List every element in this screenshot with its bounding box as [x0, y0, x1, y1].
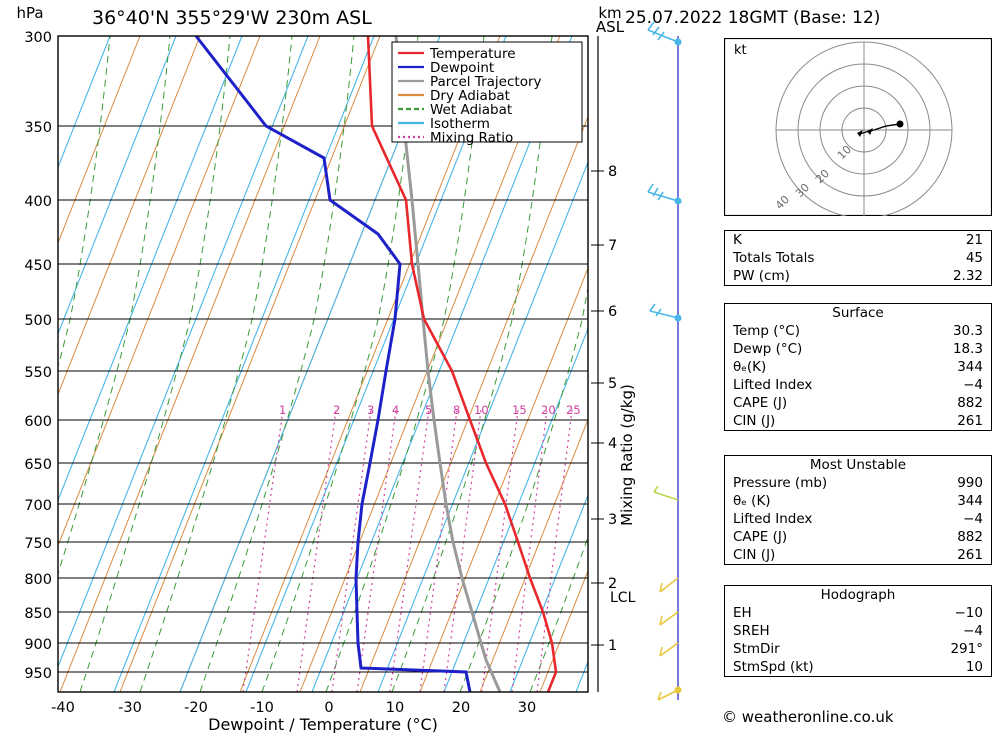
- mu-row: θₑ (K) 344: [733, 493, 983, 509]
- hodograph-panel: [724, 38, 992, 216]
- svg-text:30: 30: [517, 700, 537, 716]
- svg-text:4: 4: [608, 436, 618, 452]
- svg-text:700: 700: [24, 498, 52, 514]
- surface-table: [724, 303, 992, 431]
- svg-text:1: 1: [279, 403, 287, 417]
- x-axis-label: Dewpoint / Temperature (°C): [208, 715, 438, 733]
- svg-text:800: 800: [24, 572, 52, 588]
- svg-text:20: 20: [541, 403, 556, 417]
- svg-text:300: 300: [24, 30, 52, 46]
- svg-text:0: 0: [324, 700, 334, 716]
- mixing-ratio-axis-label: Mixing Ratio (g/kg): [618, 384, 636, 526]
- svg-text:750: 750: [24, 536, 52, 552]
- svg-text:6: 6: [608, 304, 618, 320]
- svg-text:20: 20: [812, 167, 833, 187]
- svg-text:850: 850: [24, 606, 52, 622]
- svg-text:550: 550: [24, 365, 52, 381]
- svg-text:4: 4: [392, 403, 400, 417]
- svg-text:Temperature: Temperature: [430, 46, 516, 62]
- svg-text:650: 650: [24, 457, 52, 473]
- svg-text:-20: -20: [184, 700, 208, 716]
- hpa-axis-label: hPa: [16, 4, 44, 22]
- mixing-ratio-labels: [279, 403, 581, 417]
- most-unstable-title: Most Unstable: [809, 457, 907, 473]
- svg-text:2: 2: [333, 403, 341, 417]
- svg-text:400: 400: [24, 194, 52, 210]
- legend: [392, 42, 582, 146]
- surface-row: CIN (J) 261: [733, 413, 983, 429]
- index-row: K 21: [733, 232, 983, 248]
- mu-row: CIN (J) 261: [733, 547, 983, 563]
- svg-text:600: 600: [24, 414, 52, 430]
- svg-text:Parcel Trajectory: Parcel Trajectory: [430, 74, 542, 90]
- svg-text:40: 40: [772, 193, 793, 213]
- surface-title: Surface: [832, 305, 884, 321]
- svg-text:5: 5: [425, 403, 433, 417]
- svg-text:-30: -30: [118, 700, 142, 716]
- mu-row: Pressure (mb) 990: [733, 475, 983, 491]
- svg-text:950: 950: [24, 666, 52, 682]
- svg-text:10: 10: [834, 143, 855, 163]
- svg-text:7: 7: [608, 238, 618, 254]
- surface-row: Temp (°C) 30.3: [733, 323, 983, 339]
- svg-text:Mixing Ratio: Mixing Ratio: [430, 130, 514, 146]
- wind-barb-column: [648, 22, 682, 700]
- hodograph-values-table: [724, 585, 992, 677]
- svg-text:450: 450: [24, 258, 52, 274]
- copyright-credit: © weatheronline.co.uk: [722, 708, 894, 726]
- svg-text:-10: -10: [250, 700, 274, 716]
- hodo-row: EH −10: [733, 605, 983, 621]
- hodograph-unit-label: kt: [734, 43, 747, 58]
- svg-text:5: 5: [608, 376, 618, 392]
- svg-text:Wet Adiabat: Wet Adiabat: [430, 102, 513, 118]
- index-row: Totals Totals 45: [733, 250, 983, 266]
- svg-text:900: 900: [24, 637, 52, 653]
- svg-text:10: 10: [385, 700, 405, 716]
- pressure-axis-ticks: [24, 30, 52, 682]
- index-row: PW (cm) 2.32: [733, 268, 983, 284]
- temperature-axis-ticks: [51, 700, 536, 716]
- svg-text:8: 8: [453, 403, 461, 417]
- hodograph-title: Hodograph: [820, 587, 896, 603]
- svg-text:Isotherm: Isotherm: [430, 116, 490, 132]
- svg-text:20: 20: [451, 700, 471, 716]
- mu-row: Lifted Index −4: [733, 511, 983, 527]
- svg-text:3: 3: [367, 403, 375, 417]
- surface-row: θₑ(K) 344: [733, 359, 983, 375]
- svg-text:350: 350: [24, 120, 52, 136]
- km-axis-label: km: [598, 4, 622, 22]
- svg-text:Dewpoint: Dewpoint: [430, 60, 495, 76]
- lcl-label: LCL: [610, 590, 636, 606]
- svg-text:3: 3: [608, 512, 618, 528]
- hodo-row: SREH −4: [733, 623, 983, 639]
- indices-top-table: [724, 230, 992, 286]
- mu-row: CAPE (J) 882: [733, 529, 983, 545]
- station-title: 36°40'N 355°29'W 230m ASL: [92, 7, 372, 29]
- svg-text:25: 25: [566, 403, 581, 417]
- svg-text:10: 10: [474, 403, 489, 417]
- svg-text:500: 500: [24, 313, 52, 329]
- svg-text:15: 15: [512, 403, 527, 417]
- svg-text:1: 1: [608, 638, 618, 654]
- most-unstable-table: [724, 455, 992, 565]
- svg-text:8: 8: [608, 164, 618, 180]
- forecast-date: 25.07.2022 18GMT (Base: 12): [625, 8, 881, 28]
- hodo-row: StmDir 291°: [733, 641, 983, 657]
- surface-row: Lifted Index −4: [733, 377, 983, 393]
- svg-text:Dry Adiabat: Dry Adiabat: [430, 88, 510, 104]
- svg-text:-40: -40: [51, 700, 75, 716]
- asl-axis-label: ASL: [595, 18, 625, 36]
- surface-row: Dewp (°C) 18.3: [733, 341, 983, 357]
- surface-row: CAPE (J) 882: [733, 395, 983, 411]
- svg-text:2: 2: [608, 576, 618, 592]
- svg-text:30: 30: [792, 181, 813, 201]
- hodo-row: StmSpd (kt) 10: [733, 659, 983, 675]
